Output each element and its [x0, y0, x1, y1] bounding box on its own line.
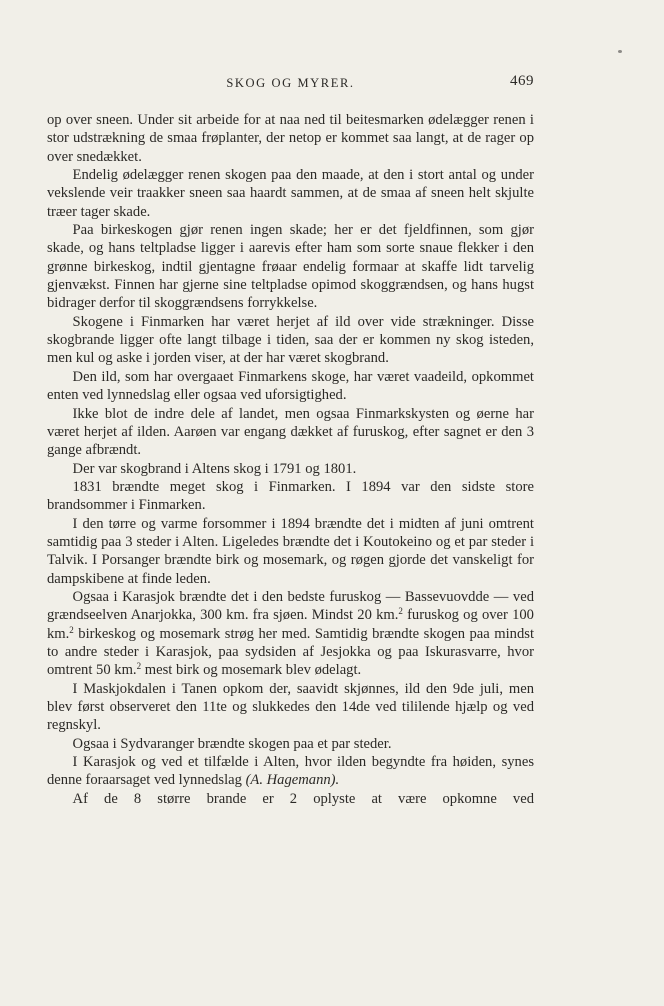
paragraph: Ogsaa i Sydvaranger brændte skogen paa et par steder.: [72, 735, 392, 752]
paragraph: 1831 brændte meget skog i Finmarken. I 1894 var den sidste store brandsommer i Finmarken.: [47, 478, 534, 514]
body-text: [47, 111, 534, 808]
paragraph: Ikke blot de indre dele af landet, men ogsaa Finmarkskysten og øerne har været herjet af ilden. Aarøen var engang dækket af furuskog, efter sagnet er den 3 gange afbrændt.: [47, 405, 534, 459]
paper-speck: [618, 50, 622, 53]
paragraph: I den tørre og varme forsommer i 1894 brændte det i midten af juni omtrent samtidig paa 3 steder i Alten. Ligeledes brændte det i Koutokeino og et par steder i Talvik. I Porsanger brændte birk og mosemark, og røgen gjorde det vanskeligt for dampskibene at finde leden.: [47, 515, 534, 587]
paragraph: Endelig ødelægger renen skogen paa den maade, at den i stort antal og under vekslende veir traakker sneen saa haardt sammen, at de smaa af sneen helt skjulte træer tager skade.: [47, 167, 534, 220]
superscript: 2: [398, 606, 403, 617]
paragraph: Der var skogbrand i Altens skog i 1791 og 1801.: [72, 460, 357, 477]
paragraph: [47, 588, 534, 680]
page-number: 469: [510, 73, 534, 89]
text-run: furuskog og over 100 km.: [47, 607, 534, 642]
text-run: Ogsaa i Karasjok brændte det i den bedste furuskog — Bassevuovdde — ved grændseelven Anarjokka, 300 km. fra sjøen. Mindst 20 km.: [47, 588, 534, 624]
text-run: birkeskog og mosemark strøg her med. Samtidig brændte skogen paa mindst to andre steder i Karasjok, paa sydsiden af Jesjokka og paa Iskurasvarre, hvor omtrent 50 km.: [47, 625, 534, 679]
paragraph: I Maskjokdalen i Tanen opkom der, saavidt skjønnes, ild den 9de juli, men blev først observeret den 11te og slukkedes den 14de ved tililende hjælp og ved regnskyl.: [47, 680, 534, 734]
paragraph: Den ild, som har overgaaet Finmarkens skoge, har været vaadeild, opkommet enten ved lynnedslag eller ogsaa ved uforsigtighed.: [47, 368, 534, 404]
citation: (A. Hagemann).: [245, 772, 340, 789]
paragraph: Af de 8 større brande er 2 oplyste at være opkomne ved: [72, 790, 534, 807]
paragraph: [47, 753, 534, 790]
paragraph: Skogene i Finmarken har været herjet af ild over vide strækninger. Disse skogbrande ligger ofte langt tilbage i tiden, saa der er kommen ny skog isteden, men kul og aske i jorden viser, at der har været skogbrand.: [47, 313, 534, 367]
running-title: SKOG OG MYRER.: [226, 76, 355, 90]
superscript: 2: [136, 661, 142, 672]
superscript: 2: [69, 624, 74, 635]
running-header: [47, 73, 534, 93]
paragraph: op over sneen. Under sit arbeide for at naa ned til beitesmarken ødelægger renen i stor udstrækning de smaa frøplanter, der netop er kommet saa langt, at de rager op over snedækket.: [47, 112, 534, 165]
paragraph: Paa birkeskogen gjør renen ingen skade; her er det fjeldfinnen, som gjør skade, og hans teltpladse ligger i aarevis efter ham som sorte snaue flekker i den grønne birkeskog, indtil gjentagne frøaar endelig formaar at skaffe lidt tarvelig gjenvækst. Finnen har gjerne sine teltpladse opimod skoggrændsen, og hans hugst bidrager derfor til skoggrændsens forrykkelse.: [47, 222, 534, 312]
text-run: mest birk og mosemark blev ødelagt.: [141, 662, 362, 679]
text-run: I Karasjok og ved et tilfælde i Alten, hvor ilden begyndte fra høiden, synes denne foraarsaget ved lynnedslag: [47, 754, 534, 789]
